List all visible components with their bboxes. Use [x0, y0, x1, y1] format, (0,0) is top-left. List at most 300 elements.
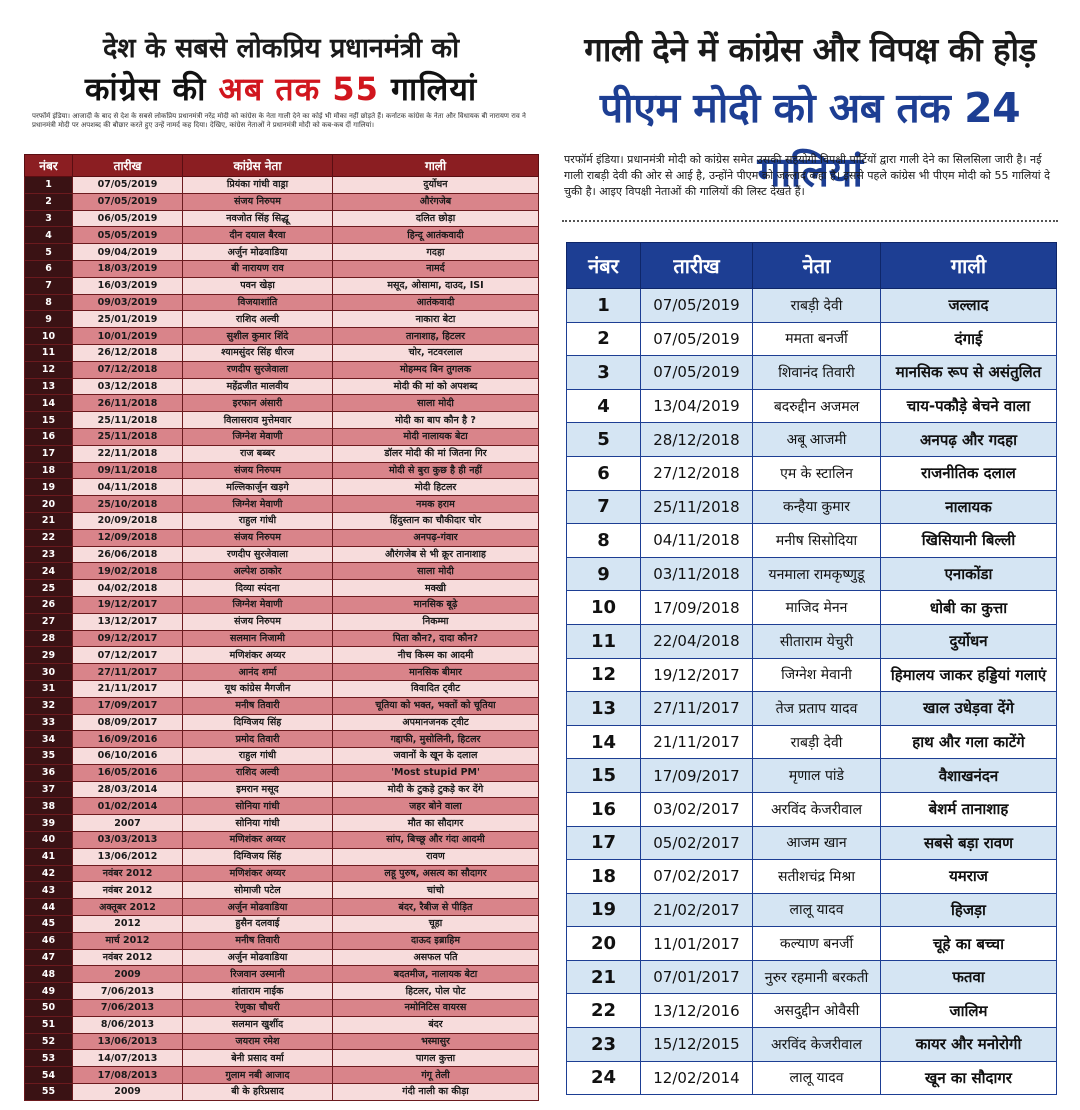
table-row [25, 848, 539, 865]
row-number-cell: 34 [25, 731, 73, 748]
row-abuse-cell: खिसियानी बिल्ली [881, 524, 1057, 558]
row-leader-cell: रणदीप सुरजेवाला [183, 361, 333, 378]
row-date-cell: 21/11/2017 [73, 680, 183, 697]
row-leader-cell: जिग्नेश मेवानी [753, 658, 881, 692]
table-row [567, 792, 1057, 826]
row-leader-cell: मणिशंकर अय्यर [183, 647, 333, 664]
row-abuse-cell: गदहा [333, 244, 539, 261]
table-row [25, 1067, 539, 1084]
table-row [567, 960, 1057, 994]
row-date-cell: नवंबर 2012 [73, 949, 183, 966]
row-leader-cell: संजय निरुपम [183, 462, 333, 479]
row-number-cell: 10 [567, 591, 641, 625]
row-leader-cell: प्रियंका गांधी वाड्रा [183, 177, 333, 194]
table-row [567, 524, 1057, 558]
table-row [25, 815, 539, 832]
row-leader-cell: बेनी प्रसाद वर्मा [183, 1050, 333, 1067]
row-date-cell: 15/12/2015 [641, 1028, 753, 1062]
table-row [25, 781, 539, 798]
row-abuse-cell: दलित छोड़ा [333, 210, 539, 227]
row-leader-cell: संजय निरुपम [183, 613, 333, 630]
table-row [567, 423, 1057, 457]
row-leader-cell: बी नारायण राव [183, 260, 333, 277]
row-leader-cell: राशिद अल्वी [183, 764, 333, 781]
row-abuse-cell: यमराज [881, 860, 1057, 894]
table-row [25, 546, 539, 563]
row-leader-cell: अर्जुन मोढवाडिया [183, 244, 333, 261]
row-leader-cell: सोमाजी पटेल [183, 882, 333, 899]
row-leader-cell: मनीष तिवारी [183, 932, 333, 949]
row-abuse-cell: चूतिया को भक्त, भक्तों को चूतिया [333, 697, 539, 714]
congress-abuse-panel [24, 24, 538, 1100]
right-intro-text: परफॉर्म इंडिया। प्रधानमंत्री मोदी को कांग्रेस समेत उसकी सहयोगी विपक्षी पार्टियों द्वारा गाली देने का सिलसिला जारी है। नई गाली राबड़ी देवी की ओर से आई है, उन्होंने पीएम को जल्लाद कहा है। इससे पहले कांग्रेस भी पीएम मोदी को 55 गालियां दे चुकी है। आइए विपक्षी नेताओं की गालियों की लिस्ट देखते हैं। [564, 153, 1050, 198]
row-leader-cell: सलमान खुर्शीद [183, 1016, 333, 1033]
row-number-cell: 46 [25, 932, 73, 949]
row-date-cell: 18/03/2019 [73, 260, 183, 277]
left-header-date: तारीख [73, 155, 183, 177]
row-number-cell: 24 [25, 563, 73, 580]
row-date-cell: 16/03/2019 [73, 277, 183, 294]
row-date-cell: 13/12/2016 [641, 994, 753, 1028]
table-row [25, 1033, 539, 1050]
row-abuse-cell: नमक हराम [333, 496, 539, 513]
row-date-cell: 07/12/2017 [73, 647, 183, 664]
row-abuse-cell: फतवा [881, 960, 1057, 994]
row-leader-cell: लालू यादव [753, 893, 881, 927]
row-number-cell: 49 [25, 983, 73, 1000]
row-number-cell: 32 [25, 697, 73, 714]
row-date-cell: 13/06/2012 [73, 848, 183, 865]
row-number-cell: 11 [567, 624, 641, 658]
row-date-cell: 27/11/2017 [73, 664, 183, 681]
row-number-cell: 44 [25, 899, 73, 916]
row-number-cell: 4 [25, 227, 73, 244]
row-number-cell: 12 [25, 361, 73, 378]
row-number-cell: 26 [25, 596, 73, 613]
left-header [24, 24, 538, 154]
row-abuse-cell: विवादित ट्वीट [333, 680, 539, 697]
row-number-cell: 16 [567, 792, 641, 826]
table-row [25, 512, 539, 529]
row-number-cell: 14 [25, 395, 73, 412]
row-abuse-cell: नामर्द [333, 260, 539, 277]
row-leader-cell: कन्हैया कुमार [753, 490, 881, 524]
table-row [25, 445, 539, 462]
row-number-cell: 12 [567, 658, 641, 692]
row-leader-cell: सीताराम येचुरी [753, 624, 881, 658]
row-number-cell: 30 [25, 664, 73, 681]
row-leader-cell: माजिद मेनन [753, 591, 881, 625]
row-abuse-cell: वैशाखनंदन [881, 759, 1057, 793]
row-abuse-cell: एनाकोंडा [881, 557, 1057, 591]
table-row [25, 294, 539, 311]
row-date-cell: 21/11/2017 [641, 725, 753, 759]
row-date-cell: 12/02/2014 [641, 1061, 753, 1095]
table-row [25, 260, 539, 277]
row-date-cell: 2007 [73, 815, 183, 832]
row-leader-cell: प्रमोद तिवारी [183, 731, 333, 748]
row-leader-cell: नवजोत सिंह सिद्धू [183, 210, 333, 227]
row-leader-cell: जिग्नेश मेवाणी [183, 496, 333, 513]
row-leader-cell: एम के स्टालिन [753, 456, 881, 490]
row-number-cell: 3 [567, 356, 641, 390]
row-number-cell: 5 [25, 244, 73, 261]
row-leader-cell: अबू आजमी [753, 423, 881, 457]
row-number-cell: 18 [567, 860, 641, 894]
right-header-number: नंबर [567, 243, 641, 289]
right-table-header-row [567, 243, 1057, 289]
row-date-cell: 16/05/2016 [73, 764, 183, 781]
row-leader-cell: दिग्विजय सिंह [183, 714, 333, 731]
table-row [25, 932, 539, 949]
table-row [25, 983, 539, 1000]
row-abuse-cell: जवानों के खून के दलाल [333, 748, 539, 765]
row-abuse-cell: साला मोदी [333, 563, 539, 580]
table-row [25, 580, 539, 597]
row-date-cell: 19/02/2018 [73, 563, 183, 580]
right-header-abuse: गाली [881, 243, 1057, 289]
row-leader-cell: महेंद्रजीत मालवीय [183, 378, 333, 395]
table-row [25, 882, 539, 899]
row-date-cell: 07/05/2019 [641, 356, 753, 390]
row-abuse-cell: हिन्दू आतंकवादी [333, 227, 539, 244]
table-row [25, 344, 539, 361]
row-abuse-cell: रावण [333, 848, 539, 865]
table-row [25, 764, 539, 781]
row-date-cell: 28/03/2014 [73, 781, 183, 798]
row-number-cell: 13 [567, 692, 641, 726]
row-number-cell: 10 [25, 328, 73, 345]
row-date-cell: 11/01/2017 [641, 927, 753, 961]
right-header-date: तारीख [641, 243, 753, 289]
table-row [25, 647, 539, 664]
table-row [25, 680, 539, 697]
row-abuse-cell: तानाशाह, हिटलर [333, 328, 539, 345]
table-row [25, 630, 539, 647]
table-row [25, 412, 539, 429]
table-row [25, 1050, 539, 1067]
row-number-cell: 35 [25, 748, 73, 765]
row-abuse-cell: मसूद, ओसामा, दाउद, ISI [333, 277, 539, 294]
row-number-cell: 13 [25, 378, 73, 395]
row-leader-cell: मृणाल पांडे [753, 759, 881, 793]
table-row [25, 177, 539, 194]
row-number-cell: 42 [25, 865, 73, 882]
right-table-body [567, 289, 1057, 1095]
row-abuse-cell: दाऊद इब्राहिम [333, 932, 539, 949]
row-number-cell: 20 [567, 927, 641, 961]
table-row [567, 860, 1057, 894]
row-date-cell: 05/02/2017 [641, 826, 753, 860]
table-row [567, 927, 1057, 961]
row-abuse-cell: चाय-पकौड़े बेचने वाला [881, 389, 1057, 423]
row-number-cell: 16 [25, 428, 73, 445]
row-leader-cell: राबड़ी देवी [753, 289, 881, 323]
row-leader-cell: मणिशंकर अय्यर [183, 865, 333, 882]
row-date-cell: 21/02/2017 [641, 893, 753, 927]
row-leader-cell: पवन खेड़ा [183, 277, 333, 294]
row-number-cell: 5 [567, 423, 641, 457]
table-row [25, 462, 539, 479]
row-number-cell: 41 [25, 848, 73, 865]
row-date-cell: 26/11/2018 [73, 395, 183, 412]
row-date-cell: 07/05/2019 [641, 322, 753, 356]
row-leader-cell: सोनिया गांधी [183, 798, 333, 815]
row-leader-cell: रिजवान उस्मानी [183, 966, 333, 983]
row-date-cell: 07/05/2019 [73, 193, 183, 210]
row-number-cell: 25 [25, 580, 73, 597]
row-date-cell: मार्च 2012 [73, 932, 183, 949]
row-date-cell: 07/05/2019 [641, 289, 753, 323]
row-abuse-cell: पागल कुत्ता [333, 1050, 539, 1067]
row-number-cell: 19 [25, 479, 73, 496]
row-number-cell: 27 [25, 613, 73, 630]
row-abuse-cell: भस्मासुर [333, 1033, 539, 1050]
row-date-cell: 03/11/2018 [641, 557, 753, 591]
row-leader-cell: अल्पेश ठाकोर [183, 563, 333, 580]
row-number-cell: 6 [25, 260, 73, 277]
row-leader-cell: श्यामसुंदर सिंह धीरज [183, 344, 333, 361]
row-date-cell: 07/02/2017 [641, 860, 753, 894]
table-row [25, 949, 539, 966]
row-number-cell: 2 [567, 322, 641, 356]
row-date-cell: 07/01/2017 [641, 960, 753, 994]
row-leader-cell: सोनिया गांधी [183, 815, 333, 832]
row-number-cell: 52 [25, 1033, 73, 1050]
row-abuse-cell: अनपढ़-गंवार [333, 529, 539, 546]
row-abuse-cell: हाथ और गला काटेंगे [881, 725, 1057, 759]
row-date-cell: 03/12/2018 [73, 378, 183, 395]
row-number-cell: 6 [567, 456, 641, 490]
table-row [25, 613, 539, 630]
table-row [567, 557, 1057, 591]
row-number-cell: 45 [25, 916, 73, 933]
row-leader-cell: दिव्या स्पंदना [183, 580, 333, 597]
row-date-cell: 8/06/2013 [73, 1016, 183, 1033]
row-leader-cell: लालू यादव [753, 1061, 881, 1095]
row-leader-cell: आजम खान [753, 826, 881, 860]
table-row [25, 496, 539, 513]
row-date-cell: 09/11/2018 [73, 462, 183, 479]
row-number-cell: 37 [25, 781, 73, 798]
row-leader-cell: यनमाला रामकृष्णुडू [753, 557, 881, 591]
congress-abuse-table [24, 154, 539, 1101]
row-leader-cell: मनीष सिसोदिया [753, 524, 881, 558]
row-leader-cell: मल्लिकार्जुन खड़गे [183, 479, 333, 496]
row-abuse-cell: गंगू तेली [333, 1067, 539, 1084]
table-row [567, 624, 1057, 658]
table-row [25, 865, 539, 882]
row-abuse-cell: नालायक [881, 490, 1057, 524]
table-row [25, 244, 539, 261]
table-row [25, 966, 539, 983]
row-abuse-cell: धोबी का कुत्ता [881, 591, 1057, 625]
row-abuse-cell: चूहा [333, 916, 539, 933]
row-number-cell: 50 [25, 1000, 73, 1017]
row-leader-cell: दिग्विजय सिंह [183, 848, 333, 865]
row-leader-cell: कल्याण बनर्जी [753, 927, 881, 961]
row-number-cell: 39 [25, 815, 73, 832]
row-date-cell: 20/09/2018 [73, 512, 183, 529]
row-number-cell: 7 [567, 490, 641, 524]
row-abuse-cell: जल्लाद [881, 289, 1057, 323]
row-abuse-cell: डॉलर मोदी की मां जितना गिर [333, 445, 539, 462]
row-abuse-cell: हिजड़ा [881, 893, 1057, 927]
row-date-cell: 2009 [73, 966, 183, 983]
left-title-part-end: गालियां [378, 70, 478, 108]
row-number-cell: 3 [25, 210, 73, 227]
row-leader-cell: शांताराम नाईक [183, 983, 333, 1000]
row-number-cell: 53 [25, 1050, 73, 1067]
table-row [25, 596, 539, 613]
table-row [25, 529, 539, 546]
row-date-cell: 22/11/2018 [73, 445, 183, 462]
row-date-cell: 04/11/2018 [641, 524, 753, 558]
row-abuse-cell: खून का सौदागर [881, 1061, 1057, 1095]
row-abuse-cell: मोदी का बाप कौन है ? [333, 412, 539, 429]
table-row [25, 664, 539, 681]
table-row [25, 227, 539, 244]
row-abuse-cell: बंदर, रैबीज से पीड़ित [333, 899, 539, 916]
table-row [567, 1061, 1057, 1095]
row-abuse-cell: औरंगजेब [333, 193, 539, 210]
row-number-cell: 19 [567, 893, 641, 927]
row-date-cell: 27/11/2017 [641, 692, 753, 726]
table-row [567, 725, 1057, 759]
row-number-cell: 17 [25, 445, 73, 462]
row-abuse-cell: मोदी से बुरा कुछ है ही नहीं [333, 462, 539, 479]
row-number-cell: 24 [567, 1061, 641, 1095]
table-row [25, 479, 539, 496]
table-row [25, 916, 539, 933]
row-leader-cell: अर्जुन मोढवाडिया [183, 899, 333, 916]
row-number-cell: 33 [25, 714, 73, 731]
table-row [567, 893, 1057, 927]
row-number-cell: 21 [25, 512, 73, 529]
row-abuse-cell: अपमानजनक ट्वीट [333, 714, 539, 731]
table-row [25, 210, 539, 227]
row-number-cell: 11 [25, 344, 73, 361]
row-date-cell: 16/09/2016 [73, 731, 183, 748]
row-abuse-cell: दुर्योधन [881, 624, 1057, 658]
row-number-cell: 51 [25, 1016, 73, 1033]
row-number-cell: 22 [25, 529, 73, 546]
row-date-cell: 09/04/2019 [73, 244, 183, 261]
row-leader-cell: बी के हरिप्रसाद [183, 1084, 333, 1101]
row-number-cell: 40 [25, 832, 73, 849]
row-date-cell: 03/03/2013 [73, 832, 183, 849]
row-date-cell: 14/07/2013 [73, 1050, 183, 1067]
table-row [567, 759, 1057, 793]
row-date-cell: 25/10/2018 [73, 496, 183, 513]
table-row [25, 563, 539, 580]
table-row [25, 328, 539, 345]
row-number-cell: 55 [25, 1084, 73, 1101]
row-date-cell: नवंबर 2012 [73, 882, 183, 899]
row-date-cell: 2009 [73, 1084, 183, 1101]
row-date-cell: 05/05/2019 [73, 227, 183, 244]
table-row [25, 748, 539, 765]
row-number-cell: 7 [25, 277, 73, 294]
row-date-cell: 28/12/2018 [641, 423, 753, 457]
row-abuse-cell: दंगाई [881, 322, 1057, 356]
right-header-leader: नेता [753, 243, 881, 289]
row-date-cell: 01/02/2014 [73, 798, 183, 815]
row-abuse-cell: औरंगजेब से भी क्रूर तानाशाह [333, 546, 539, 563]
row-date-cell: अक्तूबर 2012 [73, 899, 183, 916]
row-date-cell: 13/06/2013 [73, 1033, 183, 1050]
row-abuse-cell: गद्दाफी, मुसोलिनी, हिटलर [333, 731, 539, 748]
row-leader-cell: अरविंद केजरीवाल [753, 792, 881, 826]
table-row [25, 395, 539, 412]
row-abuse-cell: मानसिक रूप से असंतुलित [881, 356, 1057, 390]
row-date-cell: 17/09/2018 [641, 591, 753, 625]
row-abuse-cell: मोदी नालायक बेटा [333, 428, 539, 445]
table-row [567, 356, 1057, 390]
row-leader-cell: शिवानंद तिवारी [753, 356, 881, 390]
row-date-cell: 10/01/2019 [73, 328, 183, 345]
row-abuse-cell: अनपढ़ और गदहा [881, 423, 1057, 457]
row-leader-cell: विलासराव मुत्तेमवार [183, 412, 333, 429]
row-abuse-cell: लहू पुरुष, असत्य का सौदागर [333, 865, 539, 882]
table-row [25, 1000, 539, 1017]
opposition-abuse-panel [562, 24, 1058, 1100]
row-leader-cell: हुसैन दलवाई [183, 916, 333, 933]
row-leader-cell: ममता बनर्जी [753, 322, 881, 356]
left-table-header-row [25, 155, 539, 177]
row-date-cell: नवंबर 2012 [73, 865, 183, 882]
row-date-cell: 7/06/2013 [73, 983, 183, 1000]
row-abuse-cell: बेशर्म तानाशाह [881, 792, 1057, 826]
row-number-cell: 17 [567, 826, 641, 860]
row-date-cell: 25/11/2018 [641, 490, 753, 524]
row-number-cell: 15 [25, 412, 73, 429]
row-number-cell: 22 [567, 994, 641, 1028]
row-number-cell: 8 [25, 294, 73, 311]
row-date-cell: 26/12/2018 [73, 344, 183, 361]
table-row [567, 692, 1057, 726]
row-abuse-cell: नमोनिटिस वायरस [333, 1000, 539, 1017]
left-title-part-red: अब तक 55 [218, 70, 379, 108]
table-row [25, 311, 539, 328]
row-abuse-cell: नाकारा बेटा [333, 311, 539, 328]
row-leader-cell: जिग्नेश मेवाणी [183, 428, 333, 445]
row-leader-cell: राहुल गांधी [183, 748, 333, 765]
row-abuse-cell: मोदी हिटलर [333, 479, 539, 496]
table-row [25, 277, 539, 294]
row-leader-cell: राहुल गांधी [183, 512, 333, 529]
row-leader-cell: राज बब्बर [183, 445, 333, 462]
row-leader-cell: तेज प्रताप यादव [753, 692, 881, 726]
table-row [25, 361, 539, 378]
row-abuse-cell: चूहे का बच्चा [881, 927, 1057, 961]
table-row [25, 428, 539, 445]
row-leader-cell: सतीशचंद्र मिश्रा [753, 860, 881, 894]
row-number-cell: 29 [25, 647, 73, 664]
row-leader-cell: रेणुका चौधरी [183, 1000, 333, 1017]
row-abuse-cell: चोर, नटवरलाल [333, 344, 539, 361]
row-number-cell: 28 [25, 630, 73, 647]
dotted-divider [562, 220, 1058, 222]
table-row [567, 289, 1057, 323]
row-number-cell: 1 [25, 177, 73, 194]
left-header-number: नंबर [25, 155, 73, 177]
row-abuse-cell: सांप, बिच्छू और गंदा आदमी [333, 832, 539, 849]
row-number-cell: 47 [25, 949, 73, 966]
row-leader-cell: संजय निरुपम [183, 193, 333, 210]
row-leader-cell: विजयाशांति [183, 294, 333, 311]
row-abuse-cell: दुर्योधन [333, 177, 539, 194]
